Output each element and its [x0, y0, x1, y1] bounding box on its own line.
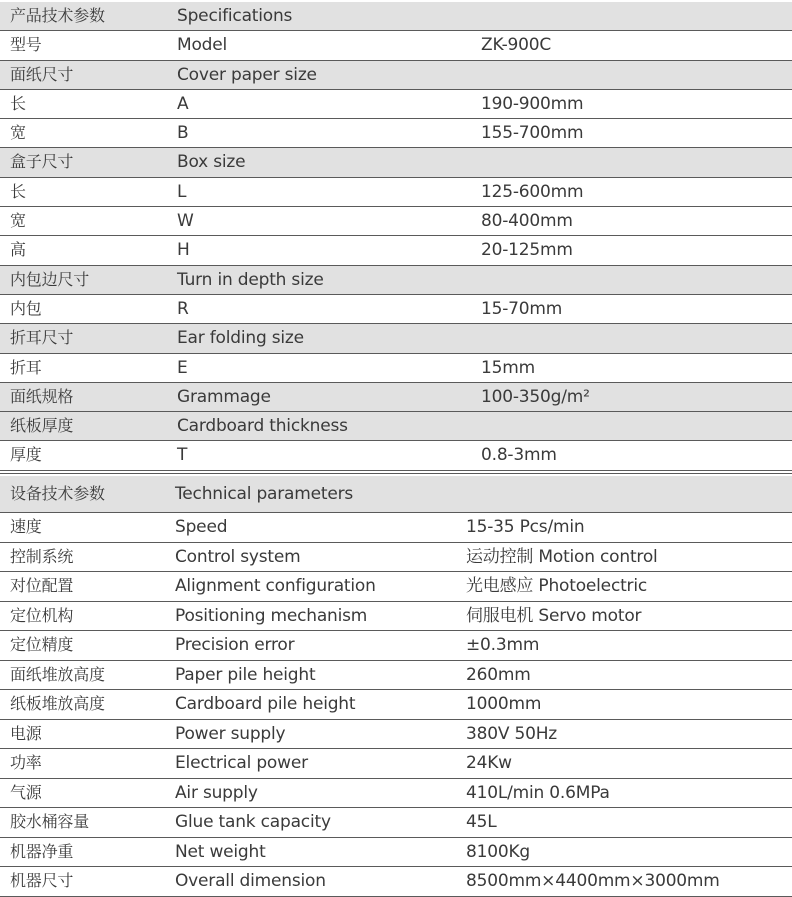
table-row — [0, 354, 792, 383]
english-label-cell: H — [177, 240, 190, 261]
chinese-label-cell: 定位精度 — [10, 635, 74, 654]
english-label-cell: Technical parameters — [175, 484, 354, 504]
chinese-label-cell: 宽 — [10, 123, 26, 143]
chinese-label-cell: 面纸堆放高度 — [10, 664, 105, 684]
english-label-cell: Electrical power — [175, 753, 308, 773]
table-row — [0, 602, 792, 632]
section-header-row — [0, 61, 792, 90]
table-row — [0, 295, 792, 324]
value-cell: 运动控制 Motion control — [466, 546, 658, 567]
chinese-label-cell: 长 — [10, 93, 26, 113]
value-cell: 155-700mm — [481, 123, 584, 144]
value-cell: ZK-900C — [481, 35, 552, 56]
chinese-label-cell: 纸板厚度 — [10, 416, 74, 436]
table-row — [0, 441, 792, 470]
chinese-label-cell: 定位机构 — [10, 605, 74, 625]
english-label-cell: Power supply — [175, 723, 286, 744]
english-label-cell: Cardboard thickness — [177, 416, 348, 437]
chinese-label-cell: 面纸规格 — [10, 386, 74, 406]
chinese-label-cell: 气源 — [10, 782, 42, 802]
value-cell: 0.8-3mm — [481, 445, 557, 466]
english-label-cell: Alignment configuration — [175, 576, 376, 596]
english-label-cell: W — [177, 211, 194, 232]
table-row — [0, 543, 792, 573]
chinese-label-cell: 控制系统 — [10, 546, 74, 566]
chinese-label-cell: 高 — [10, 240, 26, 260]
value-cell: 伺服电机 Servo motor — [466, 605, 642, 626]
section-header-row — [0, 412, 792, 441]
value-cell: 100-350g/m² — [481, 386, 590, 407]
section-header-row — [0, 476, 792, 513]
english-label-cell: Model — [177, 35, 228, 56]
value-cell: 190-900mm — [481, 93, 584, 114]
value-cell: 125-600mm — [481, 181, 584, 202]
value-cell: 380V 50Hz — [466, 723, 558, 744]
value-cell: 24Kw — [466, 753, 512, 773]
value-cell: 20-125mm — [481, 240, 573, 261]
table-row — [0, 572, 792, 602]
value-cell: 260mm — [466, 664, 531, 685]
english-label-cell: Grammage — [177, 386, 271, 407]
value-cell: 15-35 Pcs/min — [466, 517, 585, 537]
english-label-cell: Air supply — [175, 782, 258, 803]
table-row — [0, 90, 792, 119]
chinese-label-cell: 型号 — [10, 35, 42, 55]
english-label-cell: A — [177, 93, 189, 114]
chinese-label-cell: 速度 — [10, 517, 42, 536]
table-row — [0, 661, 792, 691]
specifications-table — [0, 2, 792, 471]
technical-parameters-table — [0, 476, 792, 897]
value-cell: 1000mm — [466, 694, 542, 714]
chinese-label-cell: 机器净重 — [10, 841, 74, 861]
chinese-label-cell: 机器尺寸 — [10, 871, 74, 890]
chinese-label-cell: 盒子尺寸 — [10, 152, 74, 172]
chinese-label-cell: 对位配置 — [10, 576, 74, 595]
table-row — [0, 720, 792, 750]
english-label-cell: Net weight — [175, 841, 266, 862]
chinese-label-cell: 电源 — [10, 723, 42, 743]
chinese-label-cell: 设备技术参数 — [10, 484, 105, 503]
english-label-cell: Cardboard pile height — [175, 694, 356, 714]
table-row — [0, 749, 792, 779]
english-label-cell: L — [177, 181, 187, 202]
table-row — [0, 631, 792, 661]
table-row — [0, 690, 792, 720]
value-cell: 15-70mm — [481, 298, 563, 319]
value-cell: 15mm — [481, 357, 535, 378]
table-row — [0, 838, 792, 868]
chinese-label-cell: 纸板堆放高度 — [10, 694, 105, 713]
table-row — [0, 119, 792, 148]
english-label-cell: Turn in depth size — [177, 269, 324, 290]
chinese-label-cell: 功率 — [10, 753, 42, 772]
chinese-label-cell: 长 — [10, 181, 26, 201]
english-label-cell: Ear folding size — [177, 328, 304, 349]
chinese-label-cell: 内包边尺寸 — [10, 269, 90, 289]
table-row — [0, 867, 792, 897]
table-row — [0, 513, 792, 543]
chinese-label-cell: 厚度 — [10, 445, 42, 465]
value-cell: ±0.3mm — [466, 635, 540, 655]
value-cell: 8100Kg — [466, 841, 531, 862]
english-label-cell: Precision error — [175, 635, 295, 655]
chinese-label-cell: 面纸尺寸 — [10, 64, 74, 84]
chinese-label-cell: 内包 — [10, 298, 42, 318]
section-header-row — [0, 383, 792, 412]
chinese-label-cell: 折耳 — [10, 357, 42, 377]
table-row — [0, 207, 792, 236]
chinese-label-cell: 折耳尺寸 — [10, 328, 74, 348]
english-label-cell: Overall dimension — [175, 871, 326, 891]
english-label-cell: Cover paper size — [177, 64, 317, 85]
section-header-row — [0, 266, 792, 295]
section-header-row — [0, 2, 792, 31]
table-row — [0, 808, 792, 838]
english-label-cell: Paper pile height — [175, 664, 316, 685]
section-header-row — [0, 324, 792, 353]
english-label-cell: R — [177, 298, 189, 319]
table-row — [0, 779, 792, 809]
english-label-cell: Positioning mechanism — [175, 605, 368, 626]
english-label-cell: B — [177, 123, 189, 144]
english-label-cell: Speed — [175, 517, 228, 537]
english-label-cell: Specifications — [177, 6, 293, 26]
english-label-cell: T — [177, 445, 188, 466]
english-label-cell: E — [177, 357, 188, 378]
chinese-label-cell: 宽 — [10, 211, 26, 231]
english-label-cell: Control system — [175, 546, 301, 567]
value-cell: 410L/min 0.6MPa — [466, 782, 610, 803]
table-row — [0, 236, 792, 265]
value-cell: 45L — [466, 812, 497, 832]
value-cell: 光电感应 Photoelectric — [466, 576, 648, 596]
english-label-cell: Glue tank capacity — [175, 812, 331, 832]
value-cell: 80-400mm — [481, 211, 573, 232]
english-label-cell: Box size — [177, 152, 246, 173]
table-row — [0, 178, 792, 207]
chinese-label-cell: 胶水桶容量 — [10, 812, 90, 831]
value-cell: 8500mm×4400mm×3000mm — [466, 871, 720, 891]
chinese-label-cell: 产品技术参数 — [10, 6, 105, 25]
table-row — [0, 31, 792, 60]
section-header-row — [0, 148, 792, 177]
